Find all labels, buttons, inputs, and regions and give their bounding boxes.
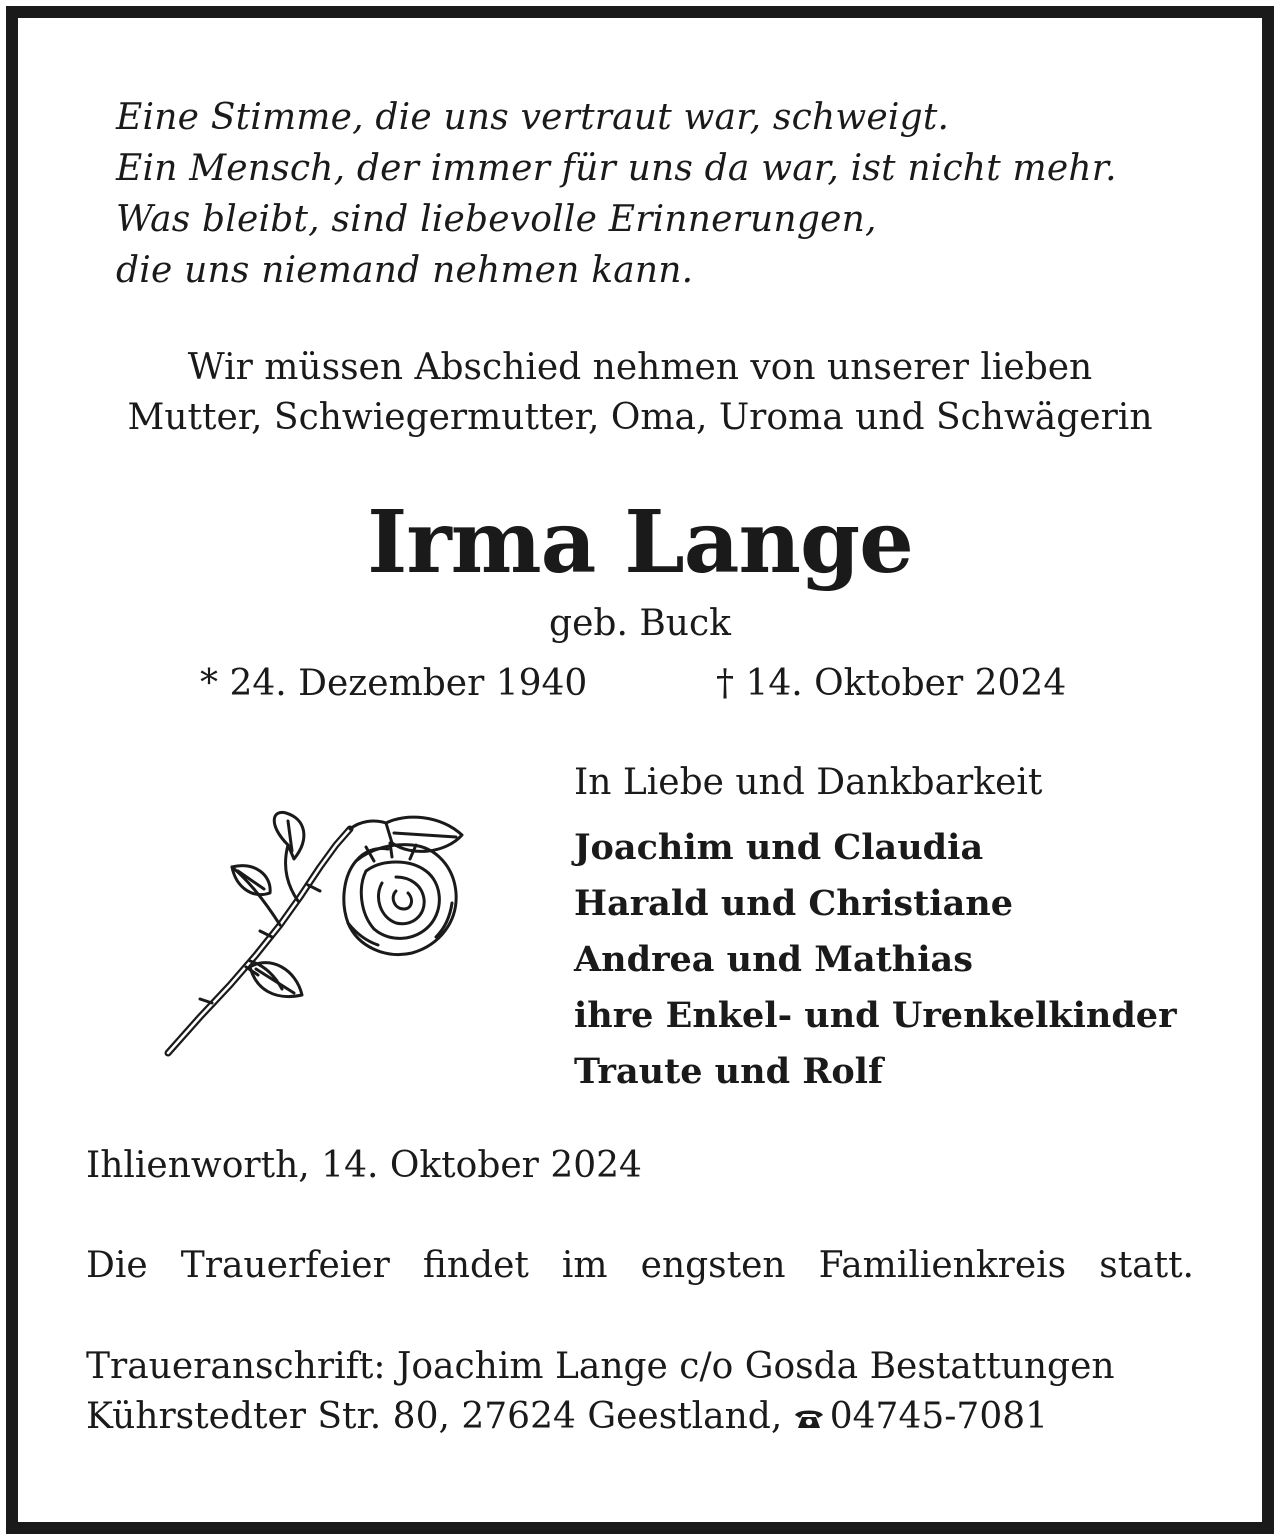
telephone-icon xyxy=(794,1407,824,1429)
address-line: Traueranschrift: Joachim Lange c/o Gosda Bestattungen xyxy=(86,1346,1115,1387)
mourner-name: ihre Enkel- und Urenkelkinder xyxy=(574,995,1177,1036)
intro-line: Mutter, Schwiegermutter, Oma, Uroma und Schwägerin xyxy=(127,397,1153,438)
motto-line: die uns niemand nehmen kann. xyxy=(116,250,694,291)
mourners-block xyxy=(574,760,1234,1100)
mourner-name: Harald und Christiane xyxy=(574,883,1013,924)
ceremony-note: Die Trauerfeier findet im engsten Familienkreis statt. xyxy=(86,1245,1194,1286)
mourners-lead: In Liebe und Dankbarkeit xyxy=(574,762,1043,803)
mourner-name: Joachim und Claudia xyxy=(574,827,984,868)
address-line-2 xyxy=(86,1392,1206,1442)
motto-verse xyxy=(116,92,1216,296)
mourning-address xyxy=(86,1342,1206,1442)
rose-icon xyxy=(160,805,480,1065)
address-street: Kührstedter Str. 80, 27624 Geestland, xyxy=(86,1396,783,1437)
birth-date: * 24. Dezember 1940 xyxy=(200,663,588,704)
phone-number: 04745-7081 xyxy=(829,1396,1049,1437)
motto-line: Was bleibt, sind liebevolle Erinnerungen, xyxy=(116,199,877,240)
farewell-intro xyxy=(0,343,1280,443)
motto-line: Eine Stimme, die uns vertraut war, schweigt. xyxy=(116,97,950,138)
mourner-name: Traute und Rolf xyxy=(574,1051,884,1092)
deceased-name: Irma Lange xyxy=(367,492,913,593)
intro-line: Wir müssen Abschied nehmen von unserer lieben xyxy=(187,347,1093,388)
mourner-name: Andrea und Mathias xyxy=(574,939,973,980)
place-and-date: Ihlienworth, 14. Oktober 2024 xyxy=(86,1145,642,1186)
motto-line: Ein Mensch, der immer für uns da war, ist nicht mehr. xyxy=(116,148,1117,189)
death-date: † 14. Oktober 2024 xyxy=(716,663,1067,704)
birth-name: geb. Buck xyxy=(549,603,731,644)
